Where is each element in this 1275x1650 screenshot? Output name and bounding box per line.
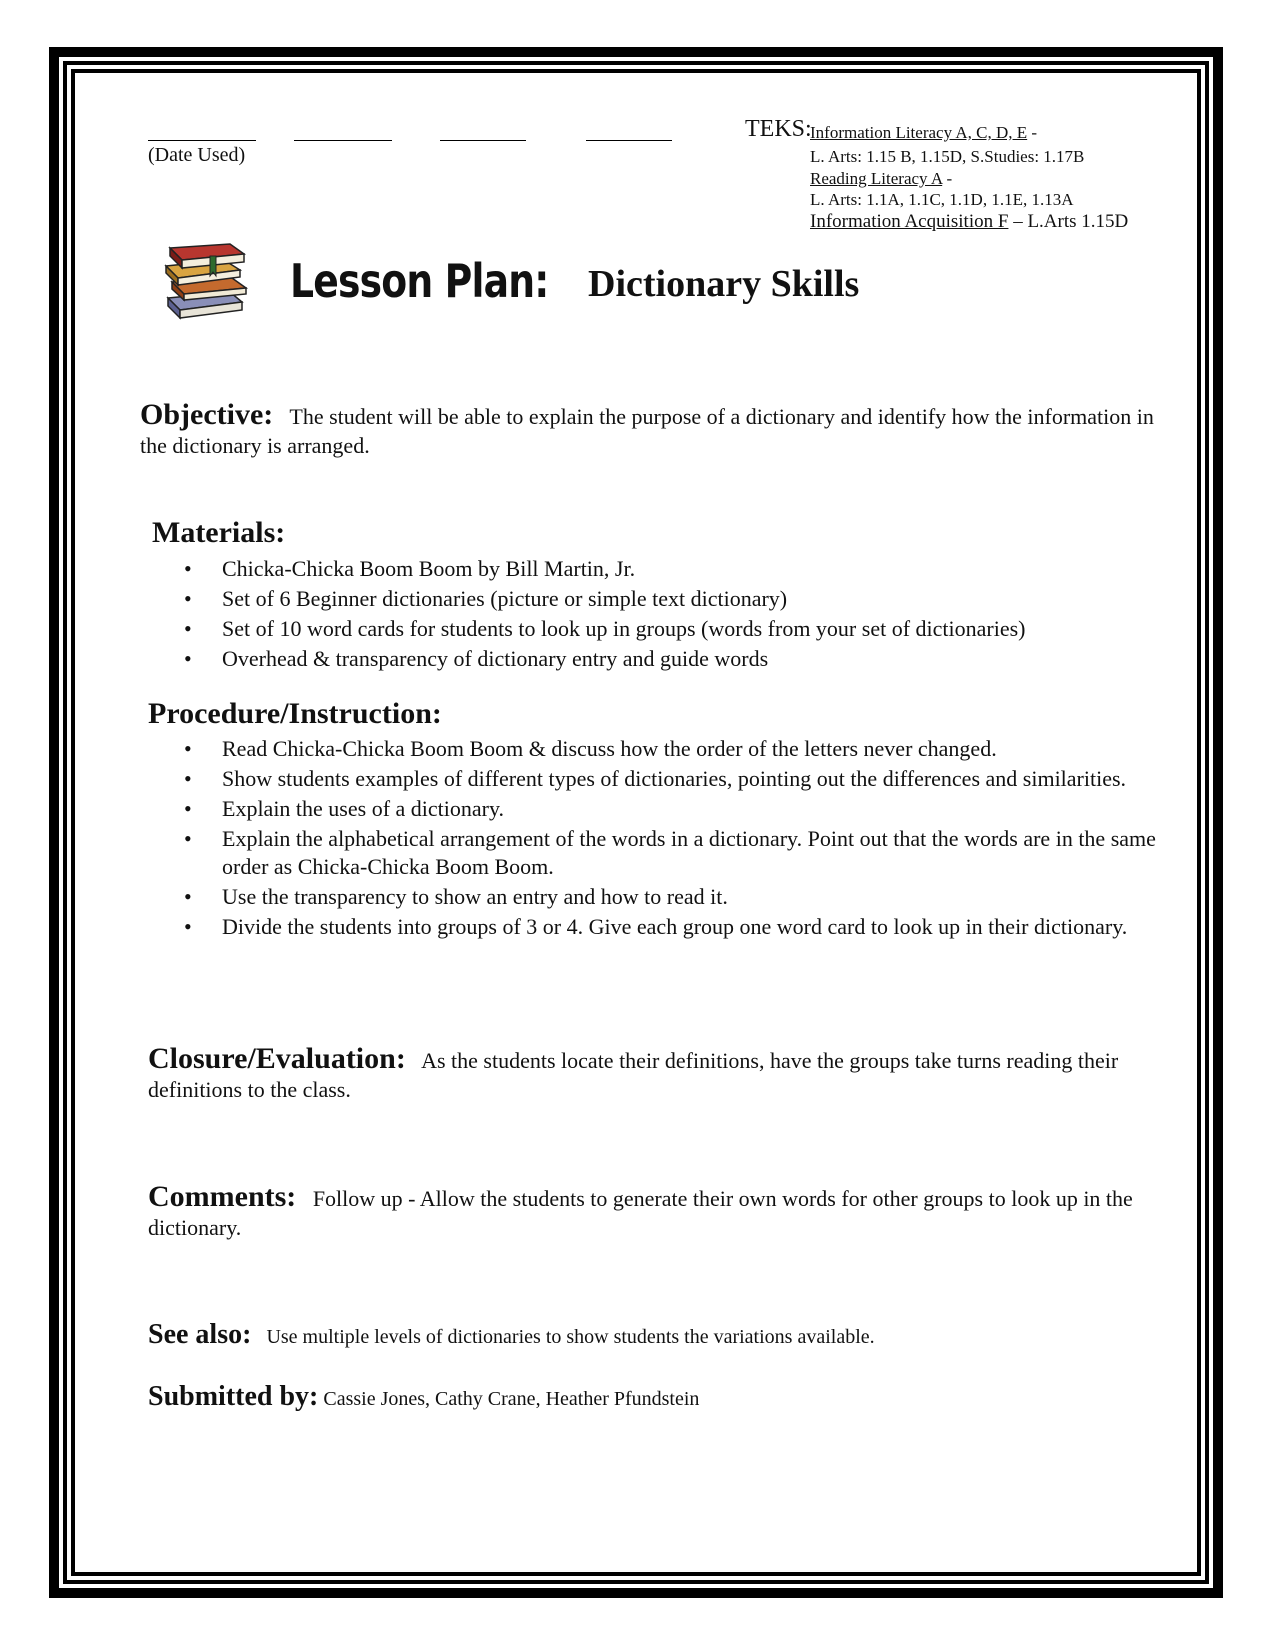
materials-heading: Materials: bbox=[152, 516, 286, 549]
materials-list bbox=[148, 555, 1188, 675]
closure-text: As the students locate their definitions, have the groups take turns reading their definitions to the class. bbox=[148, 1048, 1119, 1102]
list-item: • Divide the students into groups of 3 or 4. Give each group one word card to look up in their dictionary. bbox=[148, 913, 1188, 941]
closure-heading: Closure/Evaluation: bbox=[148, 1042, 406, 1075]
see-also-section bbox=[148, 1320, 1183, 1352]
teks-line-3-underlined: Reading Literacy A bbox=[810, 169, 943, 188]
objective-text: The student will be able to explain the purpose of a dictionary and identify how the information in the dictionary is arranged. bbox=[140, 404, 1154, 458]
teks-line-3-rest: - bbox=[942, 169, 953, 188]
list-item: • Use the transparency to show an entry and how to read it. bbox=[148, 883, 1188, 911]
list-item: • Set of 6 Beginner dictionaries (picture or simple text dictionary) bbox=[148, 585, 1188, 613]
see-also-text: Use multiple levels of dictionaries to show students the variations available. bbox=[266, 1326, 875, 1348]
teks-label: TEKS: bbox=[745, 116, 812, 142]
date-blank-3 bbox=[440, 118, 526, 141]
comments-heading: Comments: bbox=[148, 1180, 297, 1213]
date-blank-4 bbox=[586, 118, 672, 141]
list-item: • Explain the alphabetical arrangement of the words in a dictionary. Point out that the words are in the same order as Chicka-Chicka Boom Boom. bbox=[148, 825, 1188, 881]
submitted-by-text: Cassie Jones, Cathy Crane, Heather Pfundstein bbox=[323, 1388, 700, 1410]
teks-line-3 bbox=[810, 169, 952, 189]
teks-line-5-rest: – L.Arts 1.15D bbox=[1008, 211, 1129, 232]
teks-line-1 bbox=[810, 123, 1037, 143]
date-blank-2 bbox=[294, 118, 392, 141]
date-used-label: (Date Used) bbox=[148, 144, 246, 166]
teks-line-1-underlined: Information Literacy A, C, D, E bbox=[810, 123, 1028, 142]
objective-section bbox=[140, 400, 1175, 460]
comments-text: Follow up - Allow the students to generate their own words for other groups to look up in the dictionary. bbox=[148, 1186, 1133, 1240]
teks-line-2-rest: L. Arts: 1.15 B, 1.15D, S.Studies: 1.17B bbox=[810, 147, 1085, 166]
submitted-by-heading: Submitted by: bbox=[148, 1381, 319, 1412]
list-item: • Explain the uses of a dictionary. bbox=[148, 795, 1188, 823]
list-item: • Show students examples of different types of dictionaries, pointing out the differences and similarities. bbox=[148, 765, 1188, 793]
teks-line-4-rest: L. Arts: 1.1A, 1.1C, 1.1D, 1.1E, 1.13A bbox=[810, 190, 1074, 209]
page-title: Dictionary Skills bbox=[588, 263, 860, 305]
procedure-heading: Procedure/Instruction: bbox=[148, 697, 442, 730]
teks-line-4 bbox=[810, 190, 1074, 210]
teks-line-1-rest: - bbox=[1027, 123, 1038, 142]
procedure-list bbox=[148, 735, 1188, 943]
teks-line-2 bbox=[810, 147, 1084, 167]
list-item: • Overhead & transparency of dictionary entry and guide words bbox=[148, 645, 1188, 673]
teks-line-5 bbox=[810, 211, 1128, 233]
objective-heading: Objective: bbox=[140, 398, 274, 431]
comments-section bbox=[148, 1182, 1183, 1242]
closure-section bbox=[148, 1044, 1183, 1104]
submitted-by-section bbox=[148, 1382, 1183, 1414]
list-item: • Chicka-Chicka Boom Boom by Bill Martin, Jr. bbox=[148, 555, 1188, 583]
see-also-heading: See also: bbox=[148, 1319, 252, 1350]
list-item: • Read Chicka-Chicka Boom Boom & discuss how the order of the letters never changed. bbox=[148, 735, 1188, 763]
books-icon bbox=[160, 236, 260, 326]
teks-line-5-underlined: Information Acquisition F bbox=[810, 211, 1009, 232]
lesson-plan-label: Lesson Plan: bbox=[290, 254, 549, 308]
list-item: • Set of 10 word cards for students to look up in groups (words from your set of dictionaries) bbox=[148, 615, 1188, 643]
date-blank-1 bbox=[148, 118, 256, 141]
